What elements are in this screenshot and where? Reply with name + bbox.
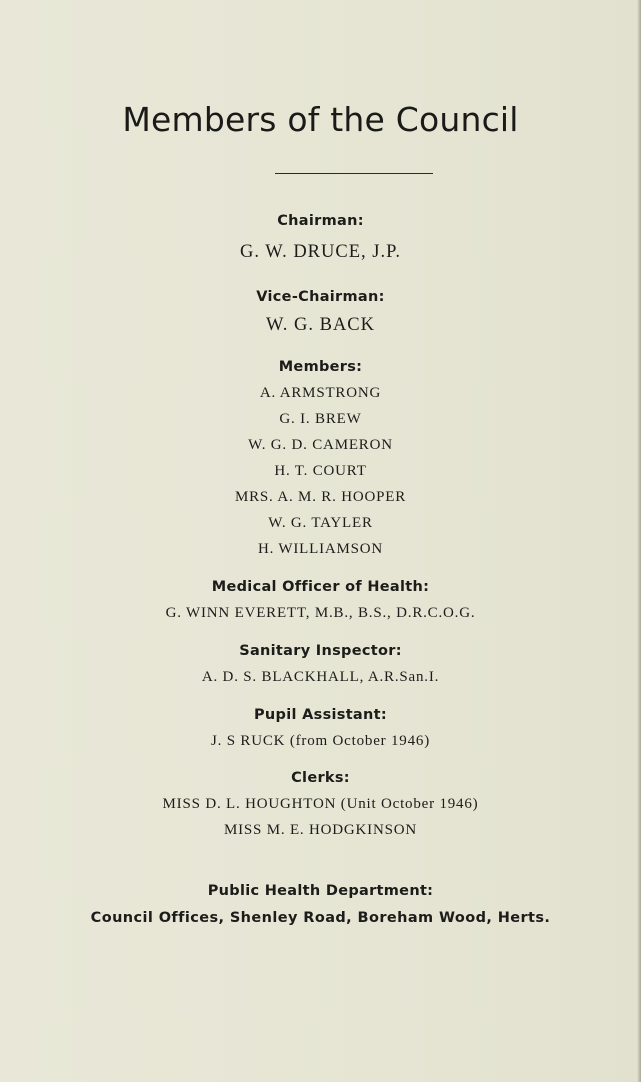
pupil-assistant-name: J. S RUCK (from October 1946): [210, 733, 430, 749]
sanitary-inspector-name: A. D. S. BLACKHALL, A.R.San.I.: [201, 669, 440, 685]
member-name: W. G. TAYLER: [268, 515, 373, 531]
member-name: H. T. COURT: [274, 463, 367, 479]
vice-chairman-heading: Vice-Chairman:: [256, 289, 385, 305]
member-name: MRS. A. M. R. HOOPER: [234, 489, 407, 505]
medical-officer-heading: Medical Officer of Health:: [211, 579, 430, 595]
chairman-name: G. W. DRUCE, J.P.: [240, 242, 401, 262]
member-name: G. I. BREW: [279, 411, 362, 427]
department-address: Council Offices, Shenley Road, Boreham Wood, Herts.: [90, 910, 551, 926]
member-name: W. G. D. CAMERON: [248, 437, 393, 453]
chairman-heading: Chairman:: [277, 213, 364, 229]
clerk-name: MISS M. E. HODGKINSON: [223, 822, 418, 838]
sanitary-inspector-heading: Sanitary Inspector:: [239, 643, 402, 659]
medical-officer-name: G. WINN EVERETT, M.B., B.S., D.R.C.O.G.: [165, 605, 476, 621]
member-name: A. ARMSTRONG: [259, 385, 382, 401]
department-heading: Public Health Department:: [207, 883, 434, 899]
members-heading: Members:: [278, 359, 363, 375]
vice-chairman-name: W. G. BACK: [265, 315, 376, 335]
pupil-assistant-heading: Pupil Assistant:: [254, 707, 387, 723]
member-name: H. WILLIAMSON: [257, 541, 384, 557]
title-divider: [275, 173, 433, 174]
clerk-name: MISS D. L. HOUGHTON (Unit October 1946): [162, 796, 479, 812]
page-title: Members of the Council: [122, 100, 519, 139]
clerks-heading: Clerks:: [291, 770, 350, 786]
